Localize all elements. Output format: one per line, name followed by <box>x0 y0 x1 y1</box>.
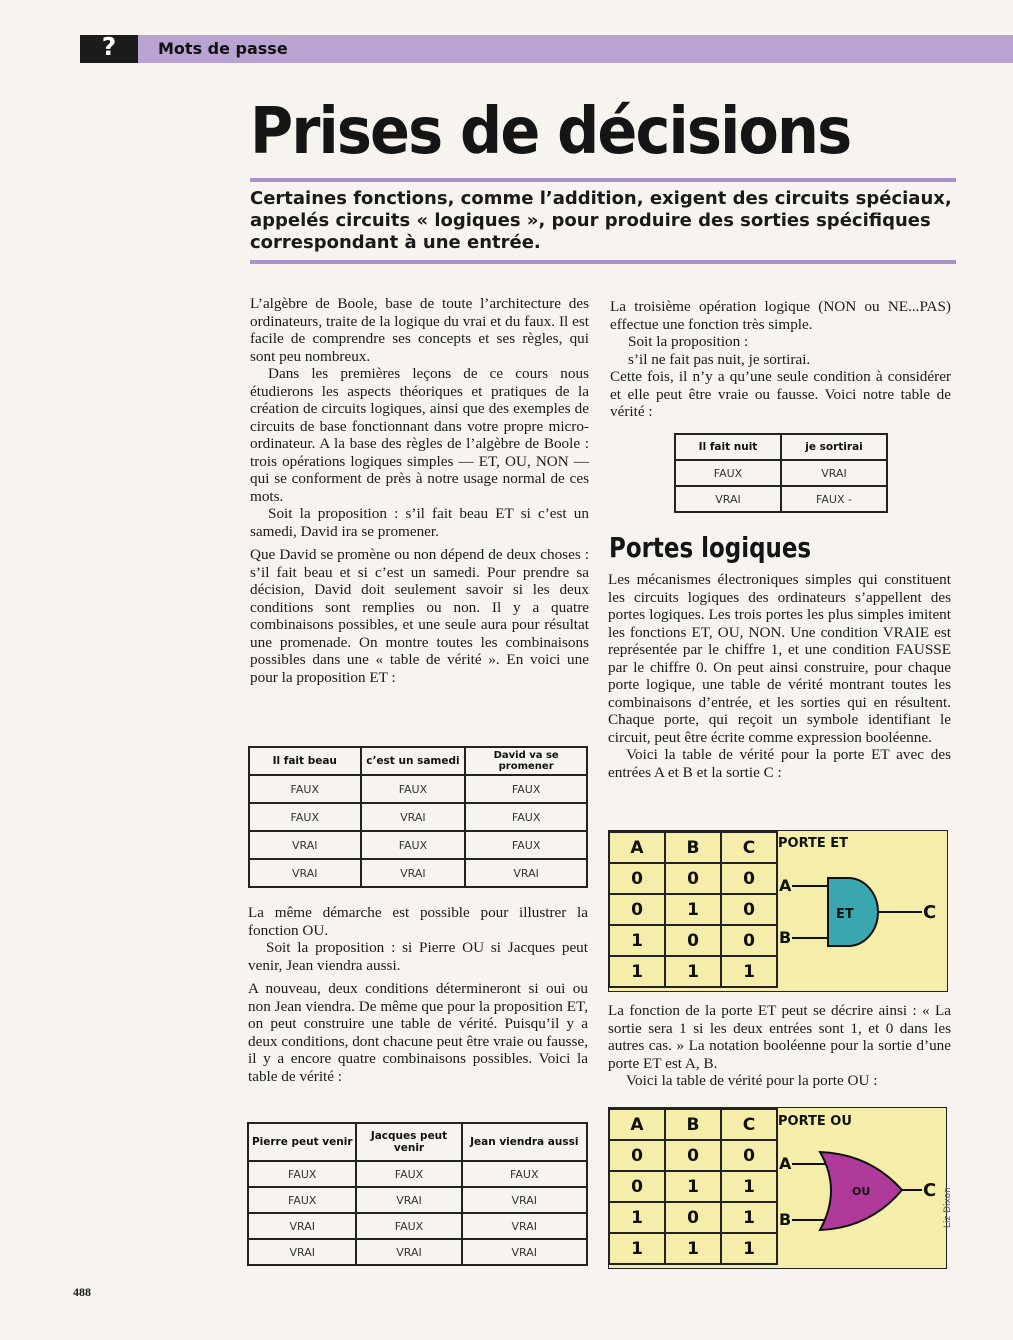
table-cell: 0 <box>609 863 665 894</box>
table-cell: FAUX <box>465 803 587 831</box>
table-cell: FAUX <box>465 775 587 803</box>
table-header: B <box>665 1109 721 1140</box>
gate-symbol-label: ET <box>836 907 854 922</box>
table-row <box>248 1161 587 1187</box>
paragraph: La troisième opération logique (NON ou NE...PAS) effectue une fonction très simple. <box>610 298 951 333</box>
table-header: B <box>665 832 721 863</box>
table-header: je sortirai <box>781 434 887 460</box>
table-row <box>609 1171 777 1202</box>
table-cell: FAUX - <box>781 486 887 512</box>
table-row <box>609 832 777 863</box>
paragraph: La fonction de la porte ET peut se décrire ainsi : « La sortie sera 1 si les deux entrées sont 1, et 0 dans les autres cas. » La notation booléenne pour la sortie d’une porte ET est A, B. <box>608 1002 951 1072</box>
table-row <box>609 1202 777 1233</box>
table-row <box>675 486 887 512</box>
page-number: 488 <box>73 1285 91 1299</box>
paragraph: La même démarche est possible pour illustrer la fonction OU. <box>248 904 588 939</box>
table-cell: FAUX <box>249 803 361 831</box>
table-cell: VRAI <box>462 1187 587 1213</box>
table-row <box>248 1187 587 1213</box>
paragraph: Soit la proposition : si Pierre OU si Jacques peut venir, Jean viendra aussi. <box>248 939 588 974</box>
table-cell: VRAI <box>249 831 361 859</box>
table-cell: 0 <box>665 1140 721 1171</box>
table-cell: FAUX <box>462 1161 587 1187</box>
table-cell: VRAI <box>248 1213 356 1239</box>
table-cell: 1 <box>721 1233 777 1264</box>
table-row <box>609 925 777 956</box>
output-c-label: C <box>923 1180 937 1201</box>
paragraph: Dans les premières leçons de ce cours nous étudierons les aspects théoriques et pratiques de la création de circuits logiques, ainsi que des exemples de circuits de base fonctionnant dans votre propre micro-ordinateur. A la base des règles de l’algèbre de Boole : trois opérations logiques simples — ET, OU, NON — qui se conforment de près à notre usage normal de ces mots. <box>250 365 589 505</box>
table-cell: FAUX <box>248 1161 356 1187</box>
input-b-label: B <box>779 1210 792 1229</box>
left-column-bottom <box>248 904 588 1085</box>
table-cell: FAUX <box>248 1187 356 1213</box>
truth-table-non <box>674 433 888 513</box>
left-column-top <box>250 295 589 686</box>
paragraph: Voici la table de vérité pour la porte OU : <box>626 1072 878 1089</box>
input-a-label: A <box>779 1154 792 1173</box>
table-header: A <box>609 832 665 863</box>
table-cell: FAUX <box>465 831 587 859</box>
question-icon: ? <box>101 32 117 61</box>
table-row <box>248 1213 587 1239</box>
table-row <box>609 863 777 894</box>
table-cell: 0 <box>665 863 721 894</box>
table-row <box>609 894 777 925</box>
paragraph: Soit la proposition : s’il fait beau ET si c’est un samedi, David ira se promener. <box>250 505 589 540</box>
table-cell: VRAI <box>465 859 587 887</box>
table-cell: VRAI <box>248 1239 356 1265</box>
table-cell: FAUX <box>356 1161 461 1187</box>
table-row <box>249 775 587 803</box>
table-row <box>609 1140 777 1171</box>
paragraph: s’il ne fait pas nuit, je sortirai. <box>628 350 811 368</box>
input-b-label: B <box>779 928 792 947</box>
gate-symbol-label: OU <box>852 1185 871 1198</box>
table-cell: 0 <box>609 1171 665 1202</box>
lede: Certaines fonctions, comme l’addition, exigent des circuits spéciaux, appelés circuits « logiques », pour produire des sorties spécifiques correspondant à une entrée. <box>250 188 952 253</box>
paragraph: Que David se promène ou non dépend de deux choses : s’il fait beau et si c’est un samedi. Pour prendre sa décision, David doit seulement savoir si les deux conditions sont remplies ou non. Il y a quatre combinaisons possibles, et une seule aura pour résultat une promenade. On montre toutes les combinaisons possibles dans une « table de vérité ». En voici une pour la proposition ET : <box>250 546 589 686</box>
table-cell: 0 <box>721 1140 777 1171</box>
table-cell: 1 <box>721 1171 777 1202</box>
table-cell: VRAI <box>675 486 781 512</box>
table-header: Pierre peut venir <box>248 1123 356 1161</box>
table-cell: 1 <box>609 1202 665 1233</box>
table-cell: FAUX <box>361 831 466 859</box>
paragraph: L’algèbre de Boole, base de toute l’architecture des ordinateurs, traite de la logique du vrai et du faux. Il est facile de comprendre ses concepts et ses règles, qui sont peu nombreux. <box>250 295 589 365</box>
table-header: David va se promener <box>465 747 587 775</box>
lede-bottom-rule <box>250 260 956 264</box>
table-cell: FAUX <box>675 460 781 486</box>
table-cell: 0 <box>665 1202 721 1233</box>
table-header: Il fait nuit <box>675 434 781 460</box>
paragraph: Les mécanismes électroniques simples qui constituent les circuits logiques des ordinateurs s’appellent des portes logiques. Les trois portes les plus simples imitent les fonctions ET, OU, NON. Une condition VRAIE est représentée par le chiffre 1, et une condition FAUSSE par le chiffre 0. On peut ainsi construire, pour chaque porte logique, une table de vérité montrant toutes les combinaisons d’entrée, et les sorties qui en résultent. Chaque porte, qui reçoit un symbole identifiant le circuit, peut être écrite comme expression booléenne. <box>608 571 951 746</box>
gate-et-table <box>608 831 778 988</box>
page-title: Prises de décisions <box>250 95 851 169</box>
table-cell: VRAI <box>462 1213 587 1239</box>
table-cell: 1 <box>721 1202 777 1233</box>
table-cell: 1 <box>665 894 721 925</box>
table-cell: 0 <box>721 894 777 925</box>
truth-table-et <box>248 746 588 888</box>
table-cell: VRAI <box>356 1187 461 1213</box>
illustration-credit: Liz Dixon <box>943 1187 953 1228</box>
table-cell: 1 <box>609 1233 665 1264</box>
table-cell: 1 <box>609 956 665 987</box>
table-header: Jacques peut venir <box>356 1123 461 1161</box>
gate-et-title: PORTE ET <box>778 836 849 851</box>
table-row <box>249 803 587 831</box>
table-cell: VRAI <box>361 859 466 887</box>
table-cell: VRAI <box>462 1239 587 1265</box>
table-cell: VRAI <box>356 1239 461 1265</box>
paragraph: A nouveau, deux conditions détermineront si oui ou non Jean viendra. De même que pour la proposition ET, on peut construire une table de vérité. Puisqu’il y a deux conditions, dont chacune peut être vraie ou fausse, il y a encore quatre combinaisons possibles. Voici la table de vérité : <box>248 980 588 1085</box>
table-cell: FAUX <box>249 775 361 803</box>
table-cell: 0 <box>665 925 721 956</box>
table-row <box>609 1109 777 1140</box>
right-column-bottom <box>608 1002 951 1090</box>
lede-top-rule <box>250 178 956 182</box>
right-column-middle <box>608 571 951 781</box>
table-header: c’est un samedi <box>361 747 466 775</box>
table-cell: VRAI <box>781 460 887 486</box>
table-cell: 0 <box>721 925 777 956</box>
table-cell: 1 <box>665 1233 721 1264</box>
table-cell: 0 <box>609 894 665 925</box>
table-cell: 1 <box>721 956 777 987</box>
table-cell: 0 <box>721 863 777 894</box>
table-cell: 0 <box>609 1140 665 1171</box>
paragraph: Cette fois, il n’y a qu’une seule condition à considérer et elle peut être vraie ou fausse. Voici notre table de vérité : <box>610 368 951 420</box>
and-gate-symbol <box>770 860 945 980</box>
table-header: A <box>609 1109 665 1140</box>
table-row <box>675 460 887 486</box>
table-cell: FAUX <box>361 775 466 803</box>
gate-ou-table <box>608 1108 778 1265</box>
or-gate-symbol <box>770 1140 945 1260</box>
table-cell: VRAI <box>249 859 361 887</box>
table-row <box>249 859 587 887</box>
input-a-label: A <box>779 876 792 895</box>
section-heading: Portes logiques <box>609 531 812 564</box>
section-label: Mots de passe <box>158 39 288 58</box>
gate-ou-title: PORTE OU <box>778 1114 852 1129</box>
table-cell: VRAI <box>361 803 466 831</box>
paragraph: Soit la proposition : <box>628 333 749 350</box>
table-cell: 1 <box>609 925 665 956</box>
table-cell: 1 <box>665 1171 721 1202</box>
table-row <box>248 1239 587 1265</box>
table-header: C <box>721 1109 777 1140</box>
table-header: Jean viendra aussi <box>462 1123 587 1161</box>
right-column-top <box>610 298 951 421</box>
table-cell: 1 <box>665 956 721 987</box>
table-header: Il fait beau <box>249 747 361 775</box>
paragraph: Voici la table de vérité pour la porte ET avec des entrées A et B et la sortie C : <box>608 746 951 781</box>
table-header: C <box>721 832 777 863</box>
table-row <box>609 956 777 987</box>
table-row <box>249 831 587 859</box>
truth-table-ou <box>247 1122 588 1266</box>
output-c-label: C <box>923 902 937 923</box>
table-cell: FAUX <box>356 1213 461 1239</box>
table-row <box>609 1233 777 1264</box>
